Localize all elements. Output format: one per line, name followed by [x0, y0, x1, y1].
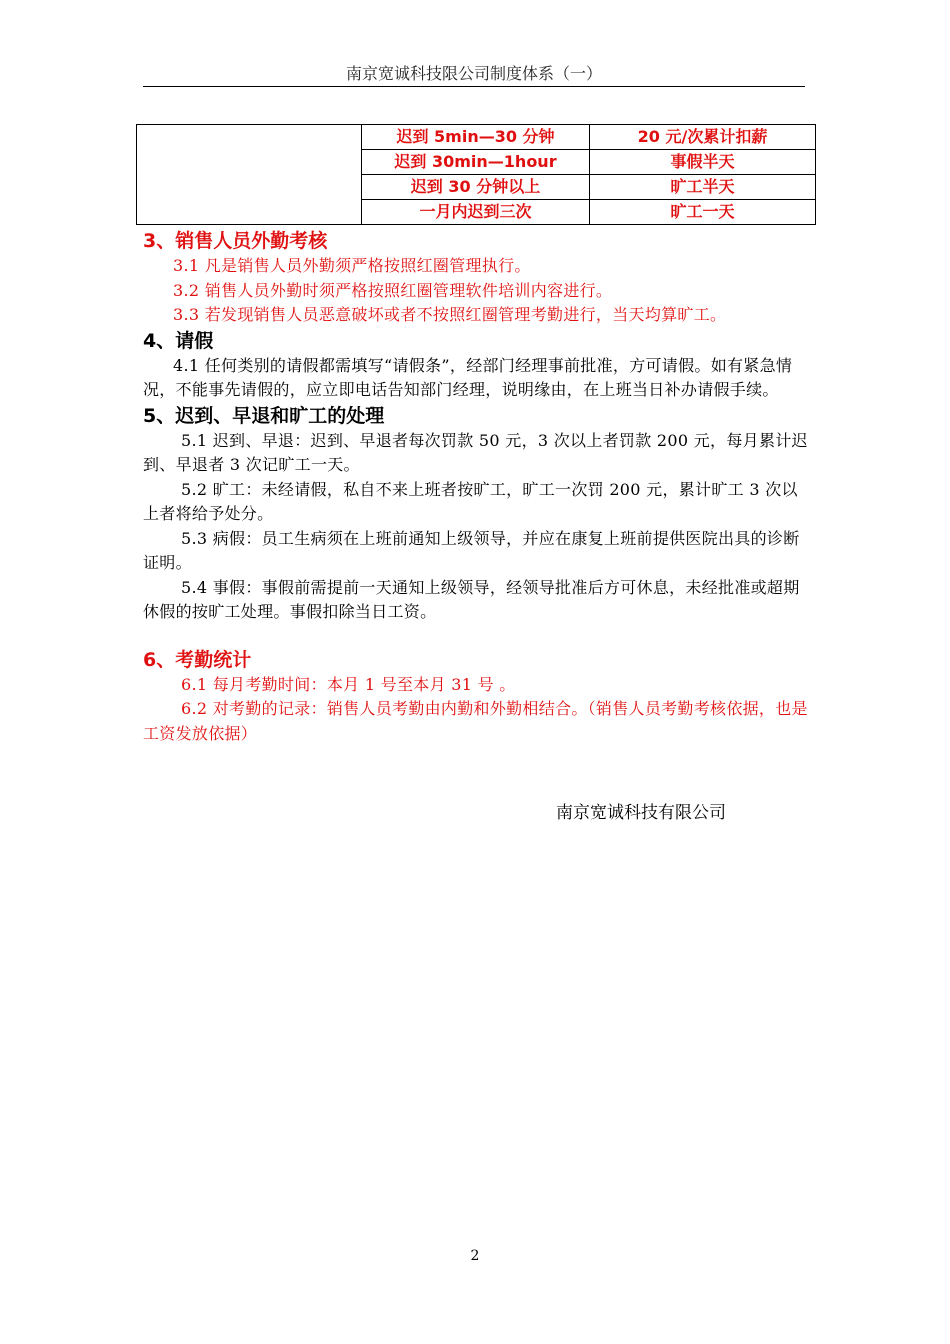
- section-5-item: 5.4 事假：事假前需提前一天通知上级领导，经领导批准后方可休息，未经批准或超期休假的按旷工处理。事假扣除当日工资。: [143, 577, 800, 621]
- table-cell-penalty: 事假半天: [590, 150, 816, 175]
- section-5-item: 5.3 病假：员工生病须在上班前通知上级领导，并应在康复上班前提供医院出具的诊断证明。: [143, 528, 800, 572]
- section-4-item: 4.1 任何类别的请假都需填写“请假条”，经部门经理事前批准，方可请假。如有紧急情况，不能事先请假的，应立即电话告知部门经理，说明缘由，在上班当日补办请假手续。: [143, 355, 793, 399]
- section-5-item: 5.2 旷工：未经请假，私自不来上班者按旷工，旷工一次罚 200 元，累计旷工 3 次以上者将给予处分。: [143, 479, 798, 523]
- section-6-item: 6.2 对考勤的记录：销售人员考勤由内勤和外勤相结合。（销售人员考勤考核依据，也是工资发放依据）: [143, 699, 808, 743]
- page-number: 2: [470, 1248, 480, 1264]
- section-3-heading: 3、销售人员外勤考核: [143, 230, 328, 252]
- lateness-penalty-table: [136, 124, 816, 225]
- section-5-heading: 5、迟到、早退和旷工的处理: [143, 404, 385, 427]
- section-5-item: 5.1 迟到、早退：迟到、早退者每次罚款 50 元，3 次以上者罚款 200 元，每月累计迟到、早退者 3 次记旷工一天。: [143, 430, 808, 474]
- header-divider: [143, 86, 805, 87]
- table-cell-condition: 迟到 5min—30 分钟: [362, 125, 590, 150]
- section-spacer: [143, 625, 808, 647]
- section-3-item: 3.3 若发现销售人员恶意破坏或者不按照红圈管理考勤进行，当天均算旷工。: [173, 305, 727, 324]
- document-body: [143, 228, 808, 746]
- section-6-heading: 6、考勤统计: [143, 648, 252, 671]
- section-3-item: 3.2 销售人员外勤时须严格按照红圈管理软件培训内容进行。: [173, 280, 613, 300]
- table-blank-cell: [137, 125, 362, 225]
- table-cell-penalty: 20 元/次累计扣薪: [590, 125, 816, 150]
- company-signature: 南京宽诚科技有限公司: [556, 803, 726, 823]
- section-3-item: 3.1 凡是销售人员外勤须严格按照红圈管理执行。: [173, 256, 531, 275]
- table-cell-condition: 迟到 30 分钟以上: [362, 175, 590, 200]
- table-row: [137, 125, 816, 150]
- table-cell-penalty: 旷工一天: [590, 200, 816, 225]
- table-cell-penalty: 旷工半天: [590, 175, 816, 200]
- section-6-item: 6.1 每月考勤时间：本月 1 号至本月 31 号 。: [181, 674, 516, 694]
- table-cell-condition: 迟到 30min—1hour: [362, 150, 590, 175]
- page-header-title: 南京宽诚科技限公司制度体系（一）: [345, 64, 602, 83]
- table-cell-condition: 一月内迟到三次: [362, 200, 590, 225]
- section-4-heading: 4、请假: [143, 329, 214, 352]
